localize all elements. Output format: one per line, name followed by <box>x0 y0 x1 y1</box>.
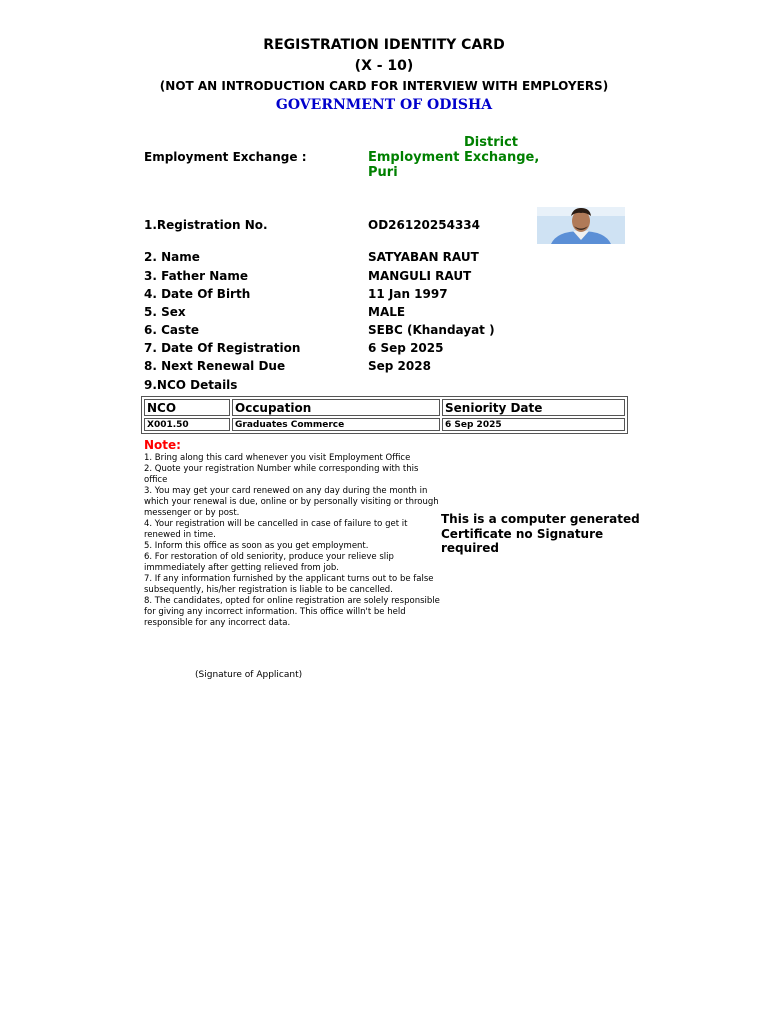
occupation-column-header: Occupation <box>232 399 440 416</box>
father-name-label: 3. Father Name <box>144 269 248 283</box>
list-item: 2. Quote your registration Number while corresponding with this office <box>144 464 419 485</box>
nco-column-header: NCO <box>144 399 230 416</box>
exchange-label: Employment Exchange : <box>144 150 307 164</box>
caste-label: 6. Caste <box>144 323 200 337</box>
registration-no-value: OD26120254334 <box>368 218 481 232</box>
computer-generated-notice: This is a computer generated Certificate no Signature required <box>441 512 640 555</box>
table-row <box>144 418 625 431</box>
government-name: GOVERNMENT OF ODISHA <box>275 97 493 113</box>
notes-list <box>144 453 440 629</box>
nco-table-header <box>144 399 625 416</box>
occupation-cell: Graduates Commerce <box>232 418 440 431</box>
name-label: 2. Name <box>144 250 200 264</box>
list-item: 8. The candidates, opted for online registration are solely responsible for giving any incorrect information. This office willn't be held responsible for any incorrect data. <box>144 596 440 628</box>
list-item: 3. You may get your card renewed on any day during the month in which your renewal is due, online or by personally visiting or through messenger or by post. <box>144 486 439 518</box>
nco-code-cell: X001.50 <box>144 418 230 431</box>
sex-value: MALE <box>368 305 406 319</box>
dob-label: 4. Date Of Birth <box>144 287 251 301</box>
caste-value: SEBC (Khandayat ) <box>368 323 495 337</box>
list-item: 5. Inform this office as soon as you get employment. <box>144 541 369 551</box>
note-title: Note: <box>144 438 181 452</box>
list-item: 1. Bring along this card whenever you visit Employment Office <box>144 453 411 463</box>
card-title: REGISTRATION IDENTITY CARD <box>263 37 505 53</box>
renewal-due-value: Sep 2028 <box>368 359 431 373</box>
list-item: 4. Your registration will be cancelled in case of failure to get it renewed in time. <box>144 519 408 540</box>
sex-label: 5. Sex <box>144 305 186 319</box>
nco-table <box>141 396 628 434</box>
list-item: 7. If any information furnished by the applicant turns out to be false subsequently, his/her registration is liable to be cancelled. <box>144 574 434 595</box>
exchange-name: Employment Exchange, <box>368 150 540 165</box>
dob-value: 11 Jan 1997 <box>368 287 448 301</box>
applicant-photo <box>537 207 625 244</box>
seniority-date-cell: 6 Sep 2025 <box>442 418 625 431</box>
disclaimer: (NOT AN INTRODUCTION CARD FOR INTERVIEW WITH EMPLOYERS) <box>159 79 609 93</box>
registration-date-label: 7. Date Of Registration <box>144 341 301 355</box>
exchange-district: District <box>464 135 518 150</box>
father-name-value: MANGULI RAUT <box>368 269 472 283</box>
form-code: (X - 10) <box>354 58 414 74</box>
seniority-date-column-header: Seniority Date <box>442 399 625 416</box>
exchange-city: Puri <box>368 165 398 180</box>
nco-details-label: 9.NCO Details <box>144 378 238 392</box>
list-item: 6. For restoration of old seniority, produce your relieve slip immmediately after getting relieved from job. <box>144 552 394 573</box>
applicant-signature-label: (Signature of Applicant) <box>195 670 303 680</box>
renewal-due-label: 8. Next Renewal Due <box>144 359 286 373</box>
registration-date-value: 6 Sep 2025 <box>368 341 444 355</box>
name-value: SATYABAN RAUT <box>368 250 479 264</box>
registration-no-label: 1.Registration No. <box>144 218 268 232</box>
